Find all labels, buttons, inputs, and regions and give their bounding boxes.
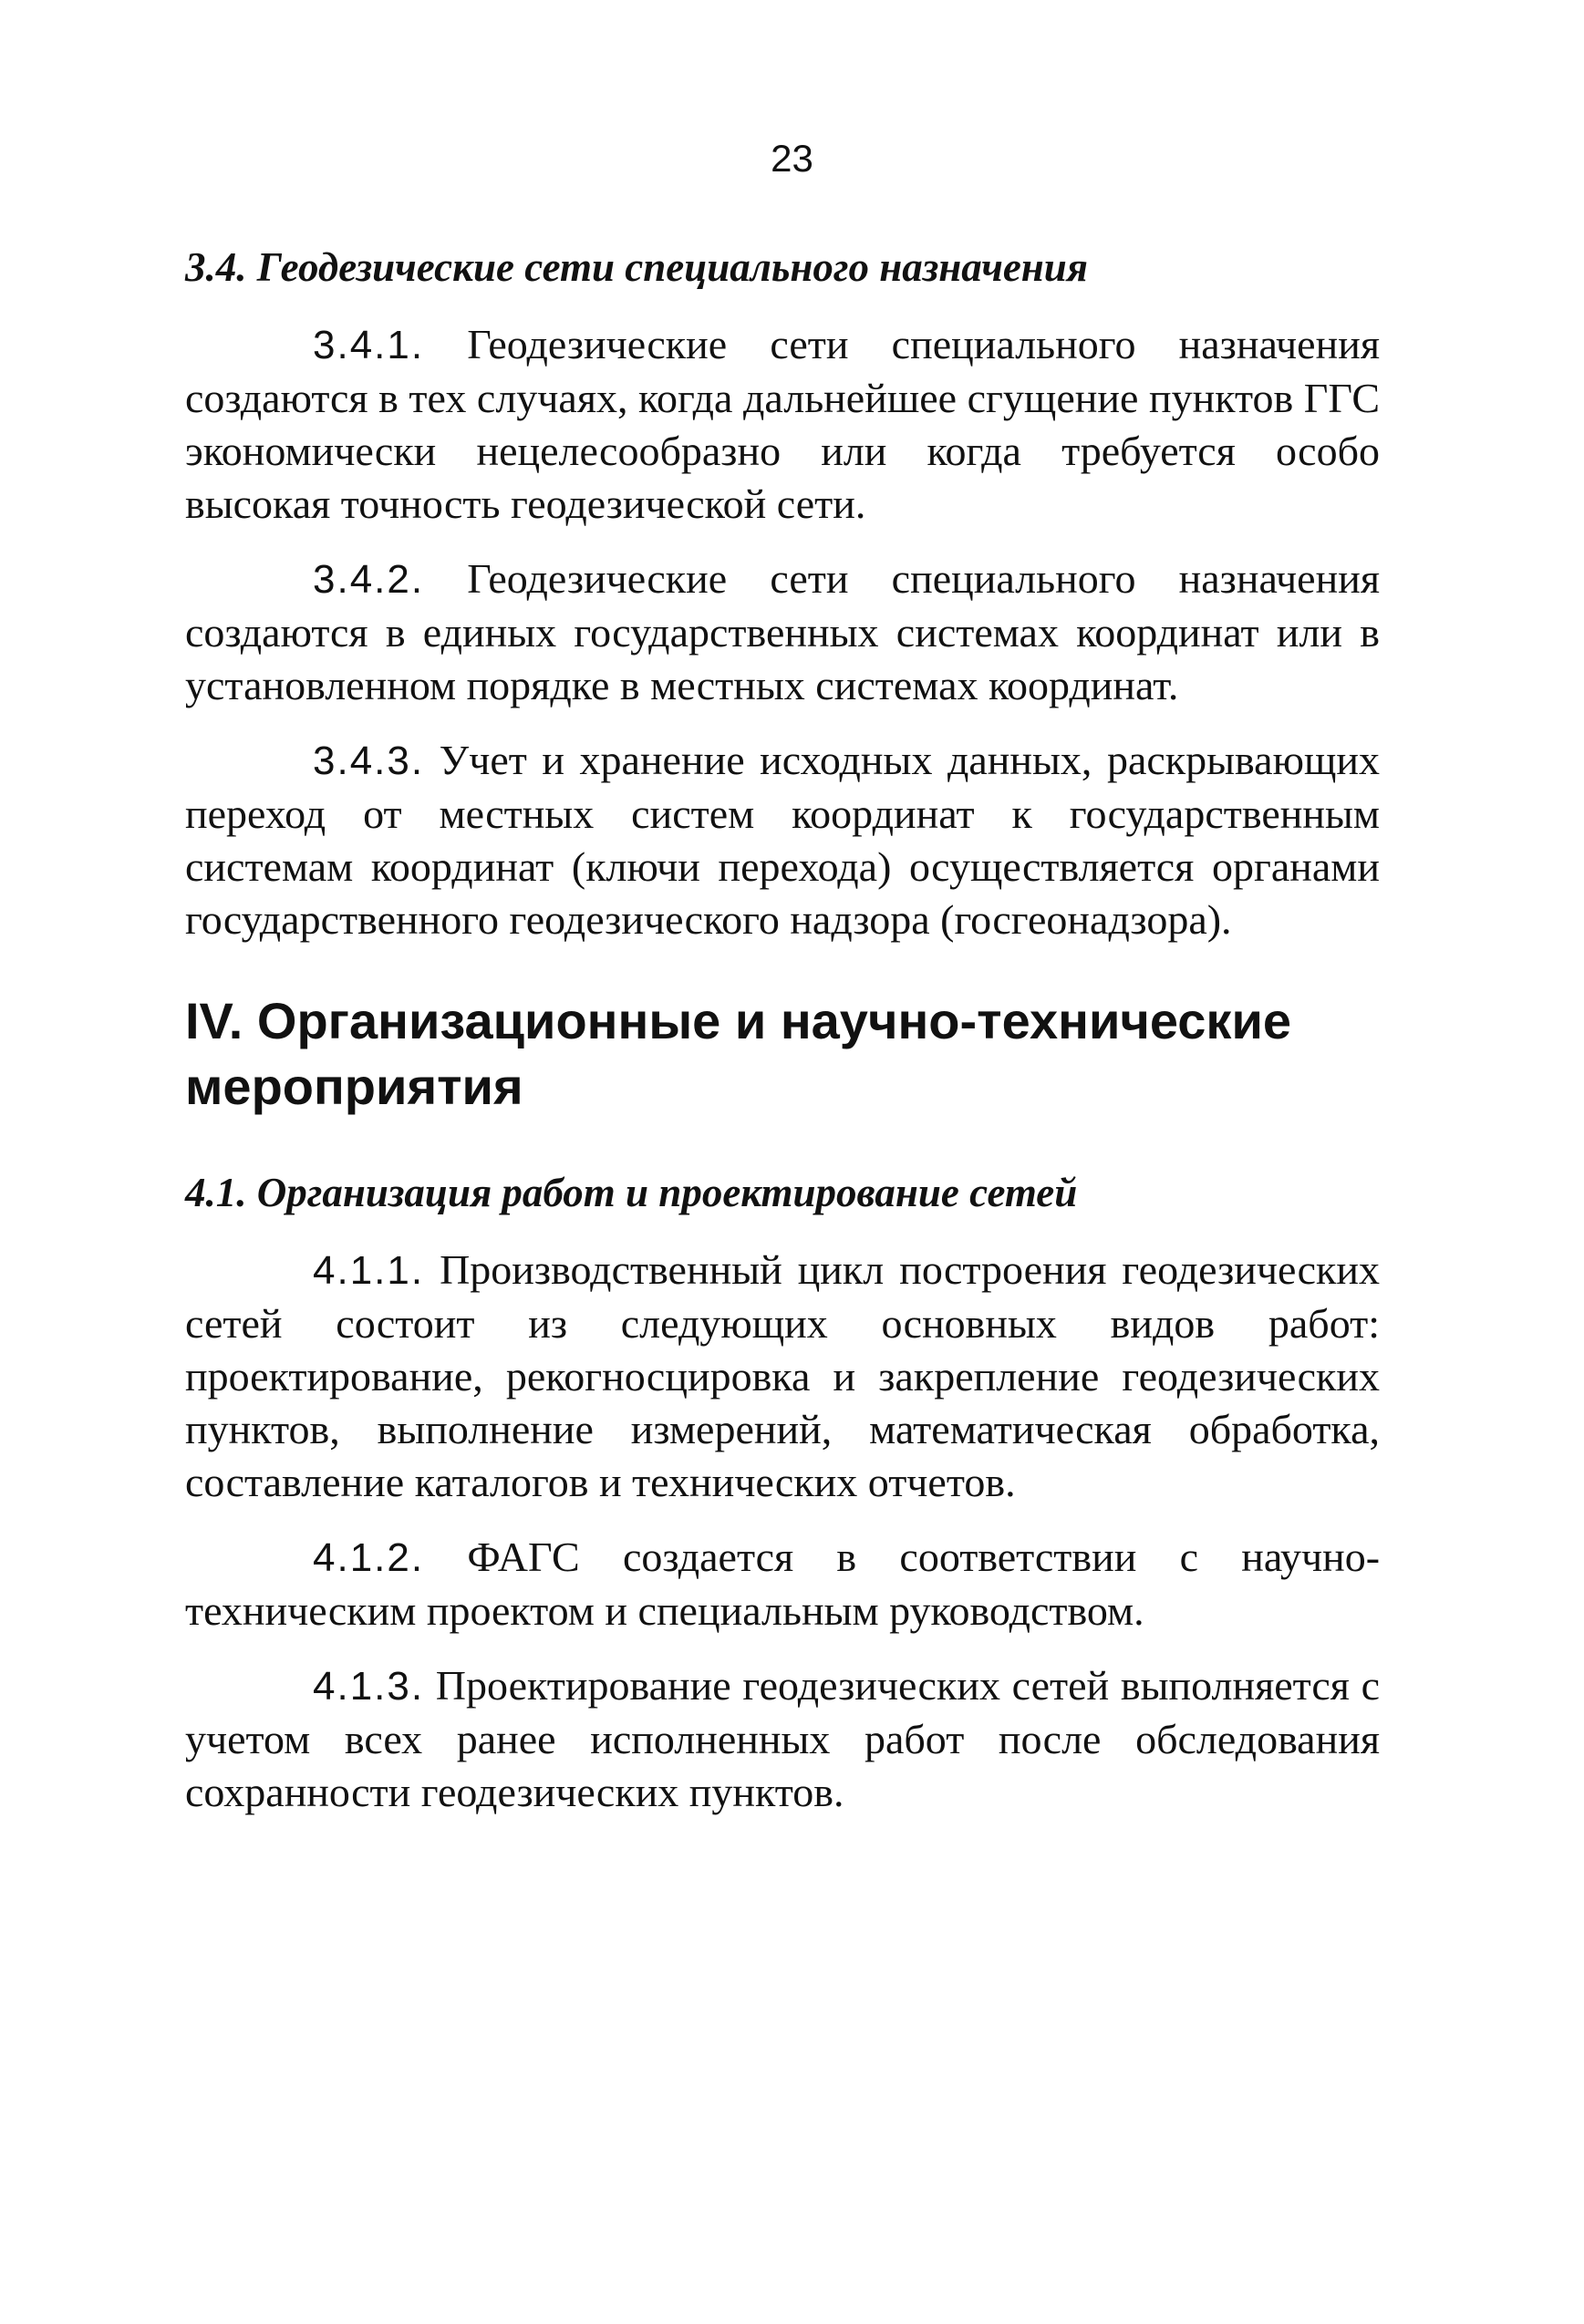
paragraph-number: 3.4.2.	[313, 557, 425, 602]
paragraph-text: Производственный цикл построения геодезических сетей состоит из следующих основных видов работ: проектирование, рекогносцировка и закрепление геодезических пунктов, выполнение измерений, математическая обработка, составление каталогов и технических отчетов.	[185, 1246, 1381, 1505]
paragraph-number: 3.4.3.	[313, 739, 425, 783]
paragraph-4-1-2	[185, 1531, 1380, 1637]
paragraph-text: Учет и хранение исходных данных, раскрывающих переход от местных систем координат к государственным системам координат (ключи перехода) осуществляется органами государственного геодезического надзора (госгеонадзора).	[185, 737, 1380, 943]
chapter-title-iv: IV. Организационные и научно-технические мероприятия	[185, 992, 1292, 1115]
paragraph-number: 4.1.3.	[313, 1664, 425, 1709]
paragraph-3-4-3	[185, 734, 1380, 946]
paragraph-text: Геодезические сети специального назначения создаются в единых государственных системах координат или в установленном порядке в местных системах координат.	[185, 555, 1380, 708]
page-content	[185, 242, 1380, 1841]
subsection-title-4-1: 4.1. Организация работ и проектирование сетей	[185, 1170, 1078, 1215]
paragraph-number: 3.4.1.	[313, 323, 425, 367]
paragraph-3-4-2	[185, 553, 1380, 712]
paragraph-text: ФАГС создается в соответствии с научно-техническим проектом и специальным руководством.	[185, 1534, 1381, 1634]
paragraph-4-1-1	[185, 1244, 1380, 1509]
paragraph-4-1-3	[185, 1659, 1380, 1819]
paragraph-text: Проектирование геодезических сетей выполняется с учетом всех ранее исполненных работ после обследования сохранности геодезических пунктов.	[185, 1662, 1381, 1815]
paragraph-number: 4.1.2.	[313, 1535, 425, 1580]
page-number: 23	[771, 137, 813, 180]
paragraph-3-4-1	[185, 318, 1380, 531]
subsection-title-3-4: 3.4. Геодезические сети специального назначения	[185, 244, 1088, 290]
paragraph-number: 4.1.1.	[313, 1248, 425, 1293]
paragraph-text: Геодезические сети специального назначения создаются в тех случаях, когда дальнейшее сгущение пунктов ГГС экономически нецелесообразно или когда требуется особо высокая точность геодезической сети.	[185, 321, 1380, 527]
